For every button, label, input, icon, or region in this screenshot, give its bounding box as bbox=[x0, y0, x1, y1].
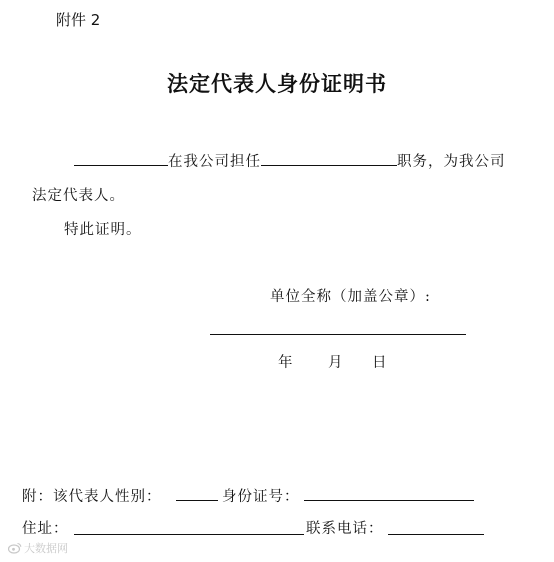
date-day-label: 日 bbox=[372, 355, 388, 371]
date-year-label: 年 bbox=[278, 355, 294, 371]
footer-id-label: 身份证号： bbox=[222, 489, 300, 505]
position-blank[interactable] bbox=[261, 150, 397, 166]
id-number-blank[interactable] bbox=[304, 500, 474, 501]
unit-name-line[interactable] bbox=[210, 334, 466, 335]
watermark bbox=[8, 540, 68, 556]
watermark-text: 大数据网 bbox=[24, 542, 68, 555]
footer-address-label: 住址： bbox=[22, 521, 69, 537]
name-blank[interactable] bbox=[74, 150, 168, 166]
paragraph-line-1 bbox=[74, 150, 506, 171]
footer-gender-label: 附：该代表人性别： bbox=[22, 489, 162, 505]
paragraph-line1-mid: 在我公司担任 bbox=[168, 154, 261, 170]
footer-phone-label: 联系电话： bbox=[306, 521, 384, 537]
attachment-label: 附件 2 bbox=[56, 11, 101, 29]
weibo-logo-icon bbox=[8, 542, 22, 554]
date-month-label: 月 bbox=[328, 355, 344, 371]
unit-name-label: 单位全称（加盖公章）: bbox=[270, 289, 431, 305]
paragraph-line-2: 法定代表人。 bbox=[32, 188, 125, 204]
phone-blank[interactable] bbox=[388, 534, 484, 535]
address-blank[interactable] bbox=[74, 534, 304, 535]
document-title: 法定代表人身份证明书 bbox=[167, 71, 387, 96]
paragraph-line-3: 特此证明。 bbox=[64, 222, 142, 238]
paragraph-line1-end: 职务，为我公司 bbox=[397, 154, 506, 170]
gender-blank[interactable] bbox=[176, 500, 218, 501]
